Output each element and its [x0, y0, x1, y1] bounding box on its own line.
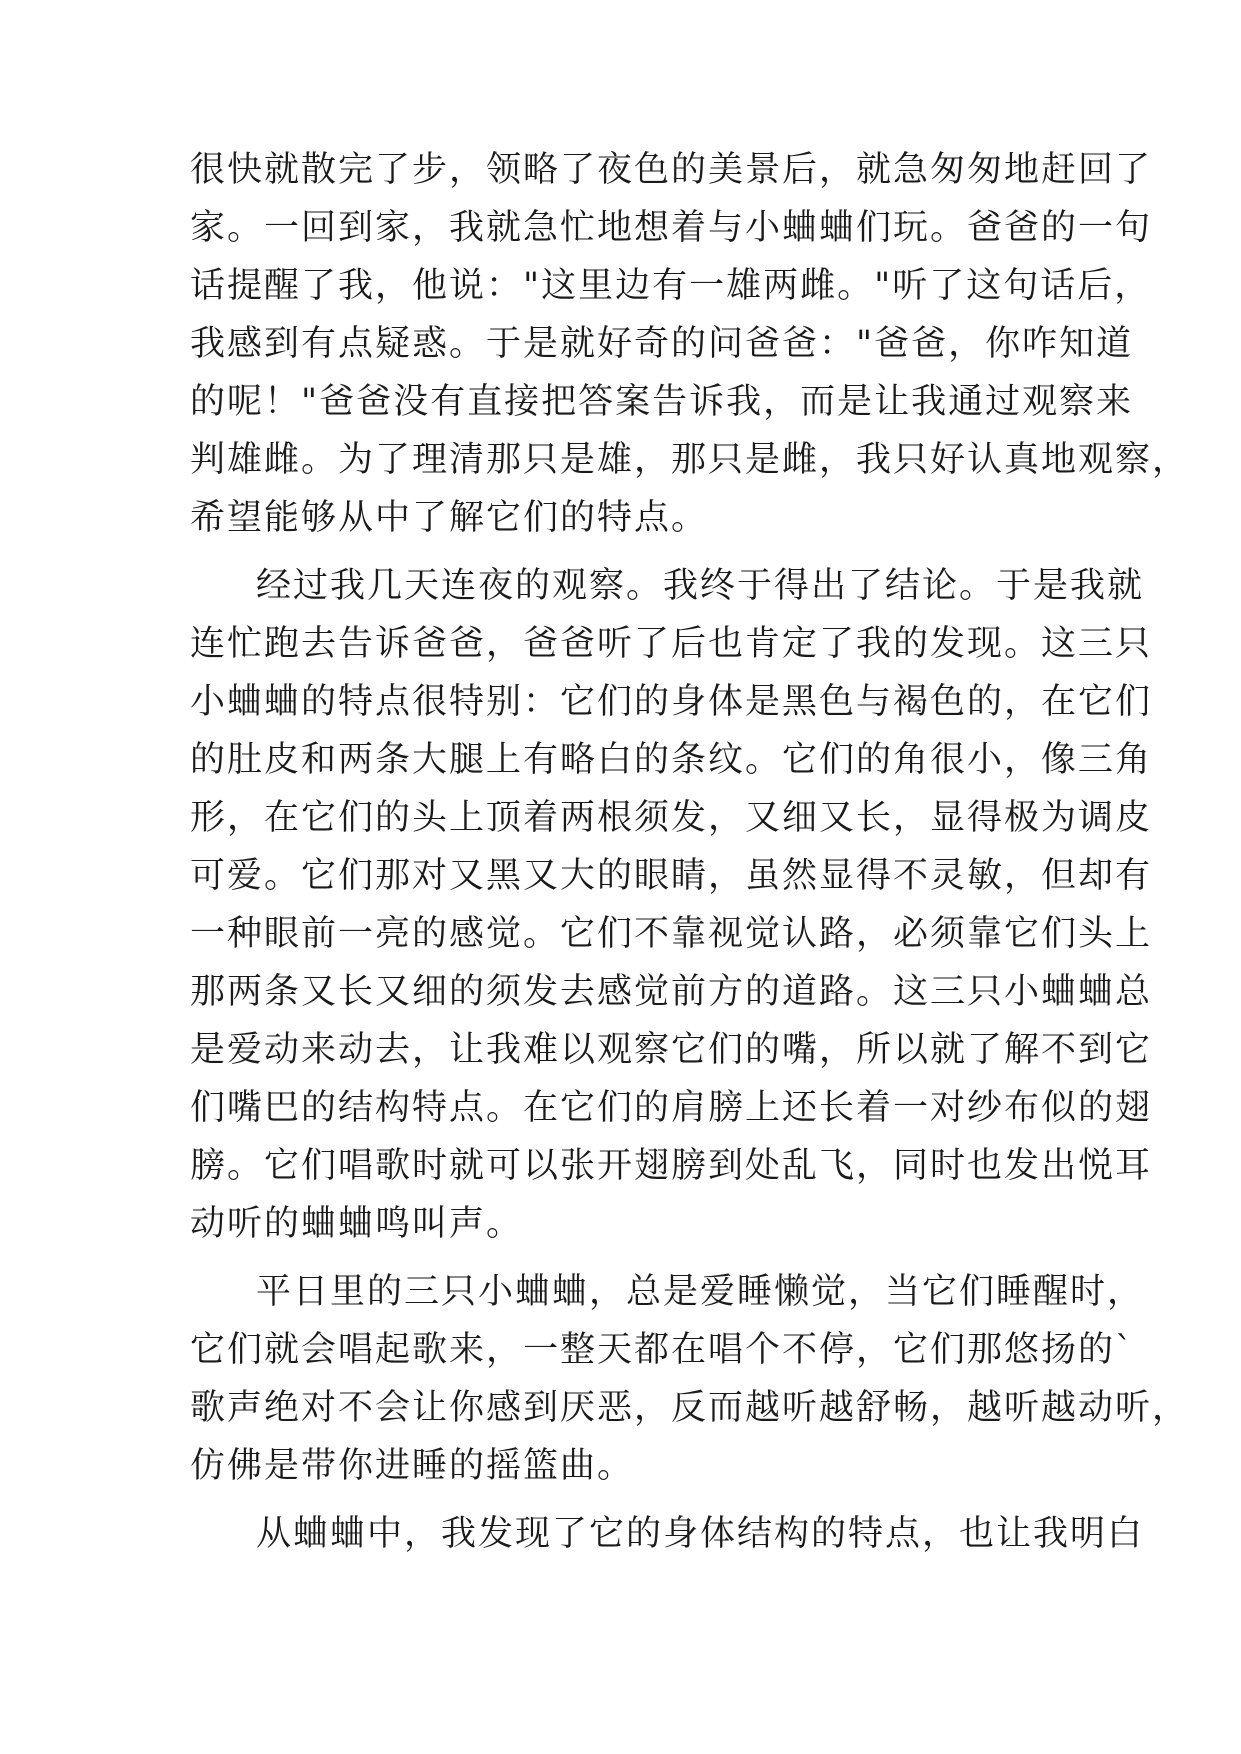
text-line-8: 经过我几天连夜的观察。我终于得出了结论。于是我就 — [256, 566, 1145, 606]
text-line-17: 们嘴巴的结构特点。在它们的肩膀上还长着一对纱布似的翅 — [190, 1088, 1153, 1128]
text-line-24: 从蛐蛐中，我发现了它的身体结构的特点，也让我明白 — [256, 1514, 1145, 1554]
text-line-3: 话提醒了我，他说："这里边有一雄两雌。"听了这句话后， — [190, 266, 1152, 306]
text-line-5: 的呢！"爸爸没有直接把答案告诉我，而是让我通过观察来 — [190, 382, 1134, 422]
text-line-19: 动听的蛐蛐鸣叫声。 — [190, 1204, 524, 1244]
text-line-23: 仿佛是带你进睡的摇篮曲。 — [190, 1446, 635, 1486]
text-line-2: 家。一回到家，我就急忙地想着与小蛐蛐们玩。爸爸的一句 — [190, 208, 1153, 248]
text-line-13: 可爱。它们那对又黑又大的眼睛，虽然显得不灵敏，但却有 — [190, 856, 1153, 896]
text-line-18: 膀。它们唱歌时就可以张开翅膀到处乱飞，同时也发出悦耳 — [190, 1146, 1153, 1186]
text-line-1: 很快就散完了步，领略了夜色的美景后，就急匆匆地赶回了 — [190, 150, 1153, 190]
text-line-4: 我感到有点疑惑。于是就好奇的问爸爸："爸爸，你咋知道 — [190, 324, 1134, 364]
text-line-15: 那两条又长又细的须发去感觉前方的道路。这三只小蛐蛐总 — [190, 972, 1153, 1012]
text-line-9: 连忙跑去告诉爸爸，爸爸听了后也肯定了我的发现。这三只 — [190, 624, 1153, 664]
text-line-22: 歌声绝对不会让你感到厌恶，反而越听越舒畅，越听越动听， — [190, 1388, 1190, 1428]
text-line-6: 判雄雌。为了理清那只是雄，那只是雌，我只好认真地观察， — [190, 440, 1190, 480]
text-line-11: 的肚皮和两条大腿上有略白的条纹。它们的角很小，像三角 — [190, 740, 1153, 780]
text-line-20: 平日里的三只小蛐蛐，总是爱睡懒觉，当它们睡醒时， — [256, 1272, 1145, 1312]
text-line-21: 它们就会唱起歌来，一整天都在唱个不停，它们那悠扬的` — [190, 1330, 1135, 1370]
text-line-16: 是爱动来动去，让我难以观察它们的嘴，所以就了解不到它 — [190, 1030, 1153, 1070]
text-line-14: 一种眼前一亮的感觉。它们不靠视觉认路，必须靠它们头上 — [190, 914, 1153, 954]
text-line-12: 形，在它们的头上顶着两根须发，又细又长，显得极为调皮 — [190, 798, 1153, 838]
text-line-10: 小蛐蛐的特点很特别：它们的身体是黑色与褐色的，在它们 — [190, 682, 1153, 722]
text-line-7: 希望能够从中了解它们的特点。 — [190, 498, 709, 538]
